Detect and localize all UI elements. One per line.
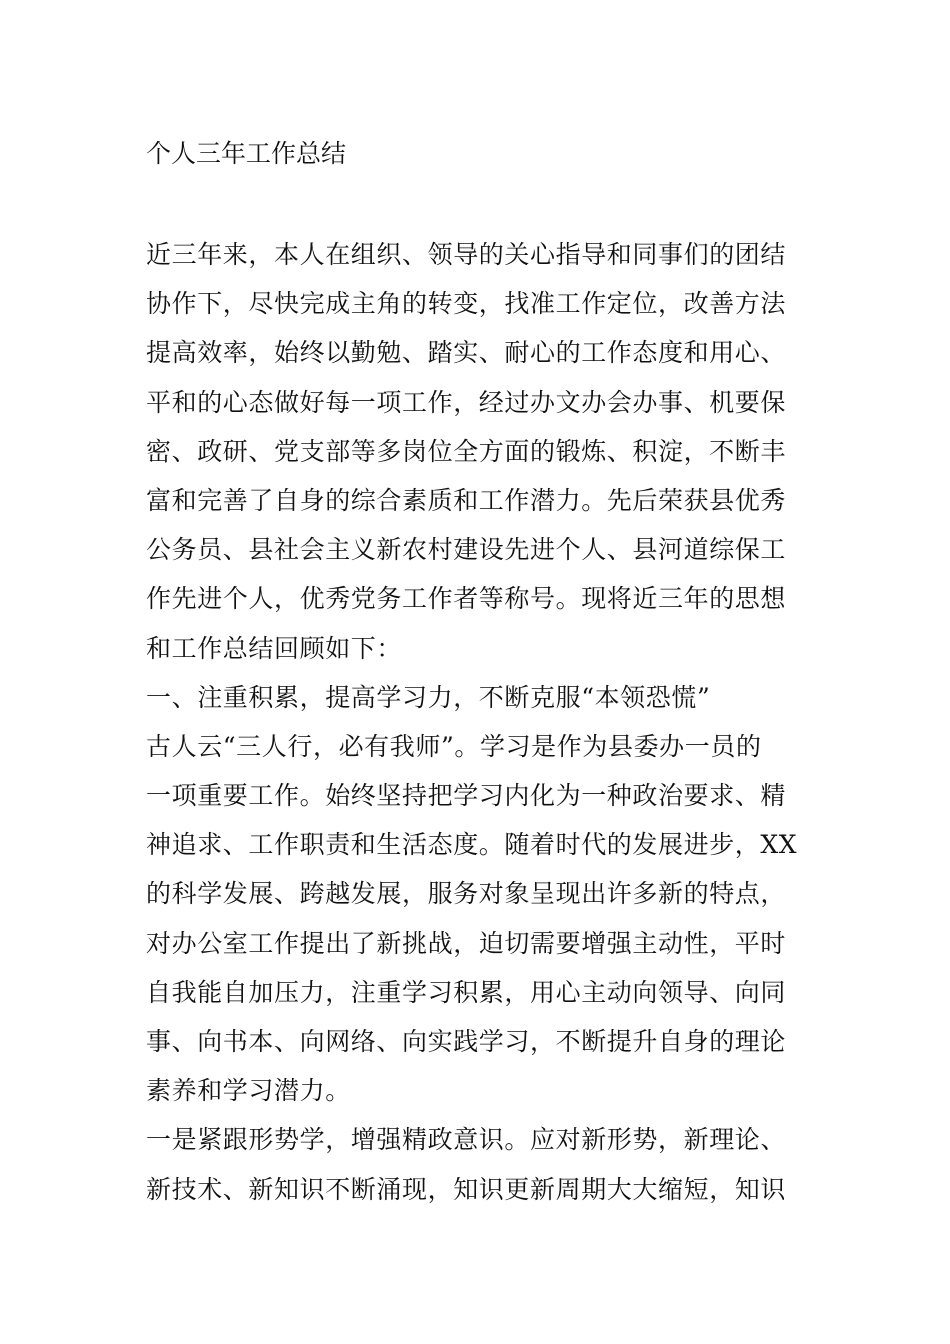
paragraph-line: 事、向书本、向网络、向实践学习，不断提升自身的理论 <box>146 1027 787 1056</box>
section-heading-line: 一、注重积累，提高学习力，不断克服“本领恐慌” <box>146 682 711 712</box>
document-title: 个人三年工作总结 <box>146 139 347 168</box>
paragraph-line: 的科学发展、跨越发展，服务对象呈现出许多新的特点， <box>146 879 787 909</box>
paragraph-line: 自我能自加压力，注重学习积累，用心主动向领导、向同 <box>146 977 787 1007</box>
paragraph-line: 提高效率，始终以勤勉、踏实、耐心的工作态度和用心、 <box>146 338 787 368</box>
document-body <box>146 230 816 1214</box>
paragraph-line: 对办公室工作提出了新挑战，迫切需要增强主动性，平时 <box>146 928 787 958</box>
paragraph-line: 一是紧跟形势学，增强精政意识。应对新形势，新理论、 <box>146 1125 787 1155</box>
paragraph-line: 协作下，尽快完成主角的转变，找准工作定位，改善方法 <box>146 289 787 319</box>
paragraph-line: 密、政研、党支部等多岗位全方面的锻炼、积淀，不断丰 <box>146 436 787 466</box>
paragraph-line: 和工作总结回顾如下： <box>146 633 403 663</box>
paragraph-line: 一项重要工作。始终坚持把学习内化为一种政治要求、精 <box>146 781 787 811</box>
paragraph-line: 公务员、县社会主义新农村建设先进个人、县河道综保工 <box>146 535 787 565</box>
paragraph-line: 作先进个人，优秀党务工作者等称号。现将近三年的思想 <box>146 584 787 614</box>
paragraph-line: 近三年来，本人在组织、领导的关心指导和同事们的团结 <box>146 240 787 269</box>
paragraph-line: 新技术、新知识不断涌现，知识更新周期大大缩短，知识 <box>146 1174 787 1204</box>
paragraph-line: 平和的心态做好每一项工作，经过办文办会办事、机要保 <box>146 387 787 417</box>
paragraph-line: 素养和学习潜力。 <box>146 1076 351 1106</box>
paragraph-line: 神追求、工作职责和生活态度。随着时代的发展进步，XX <box>146 830 798 860</box>
paragraph-line: 富和完善了自身的综合素质和工作潜力。先后荣获县优秀 <box>146 485 787 515</box>
paragraph-line: 古人云“三人行，必有我师”。学习是作为县委办一员的 <box>146 731 762 761</box>
